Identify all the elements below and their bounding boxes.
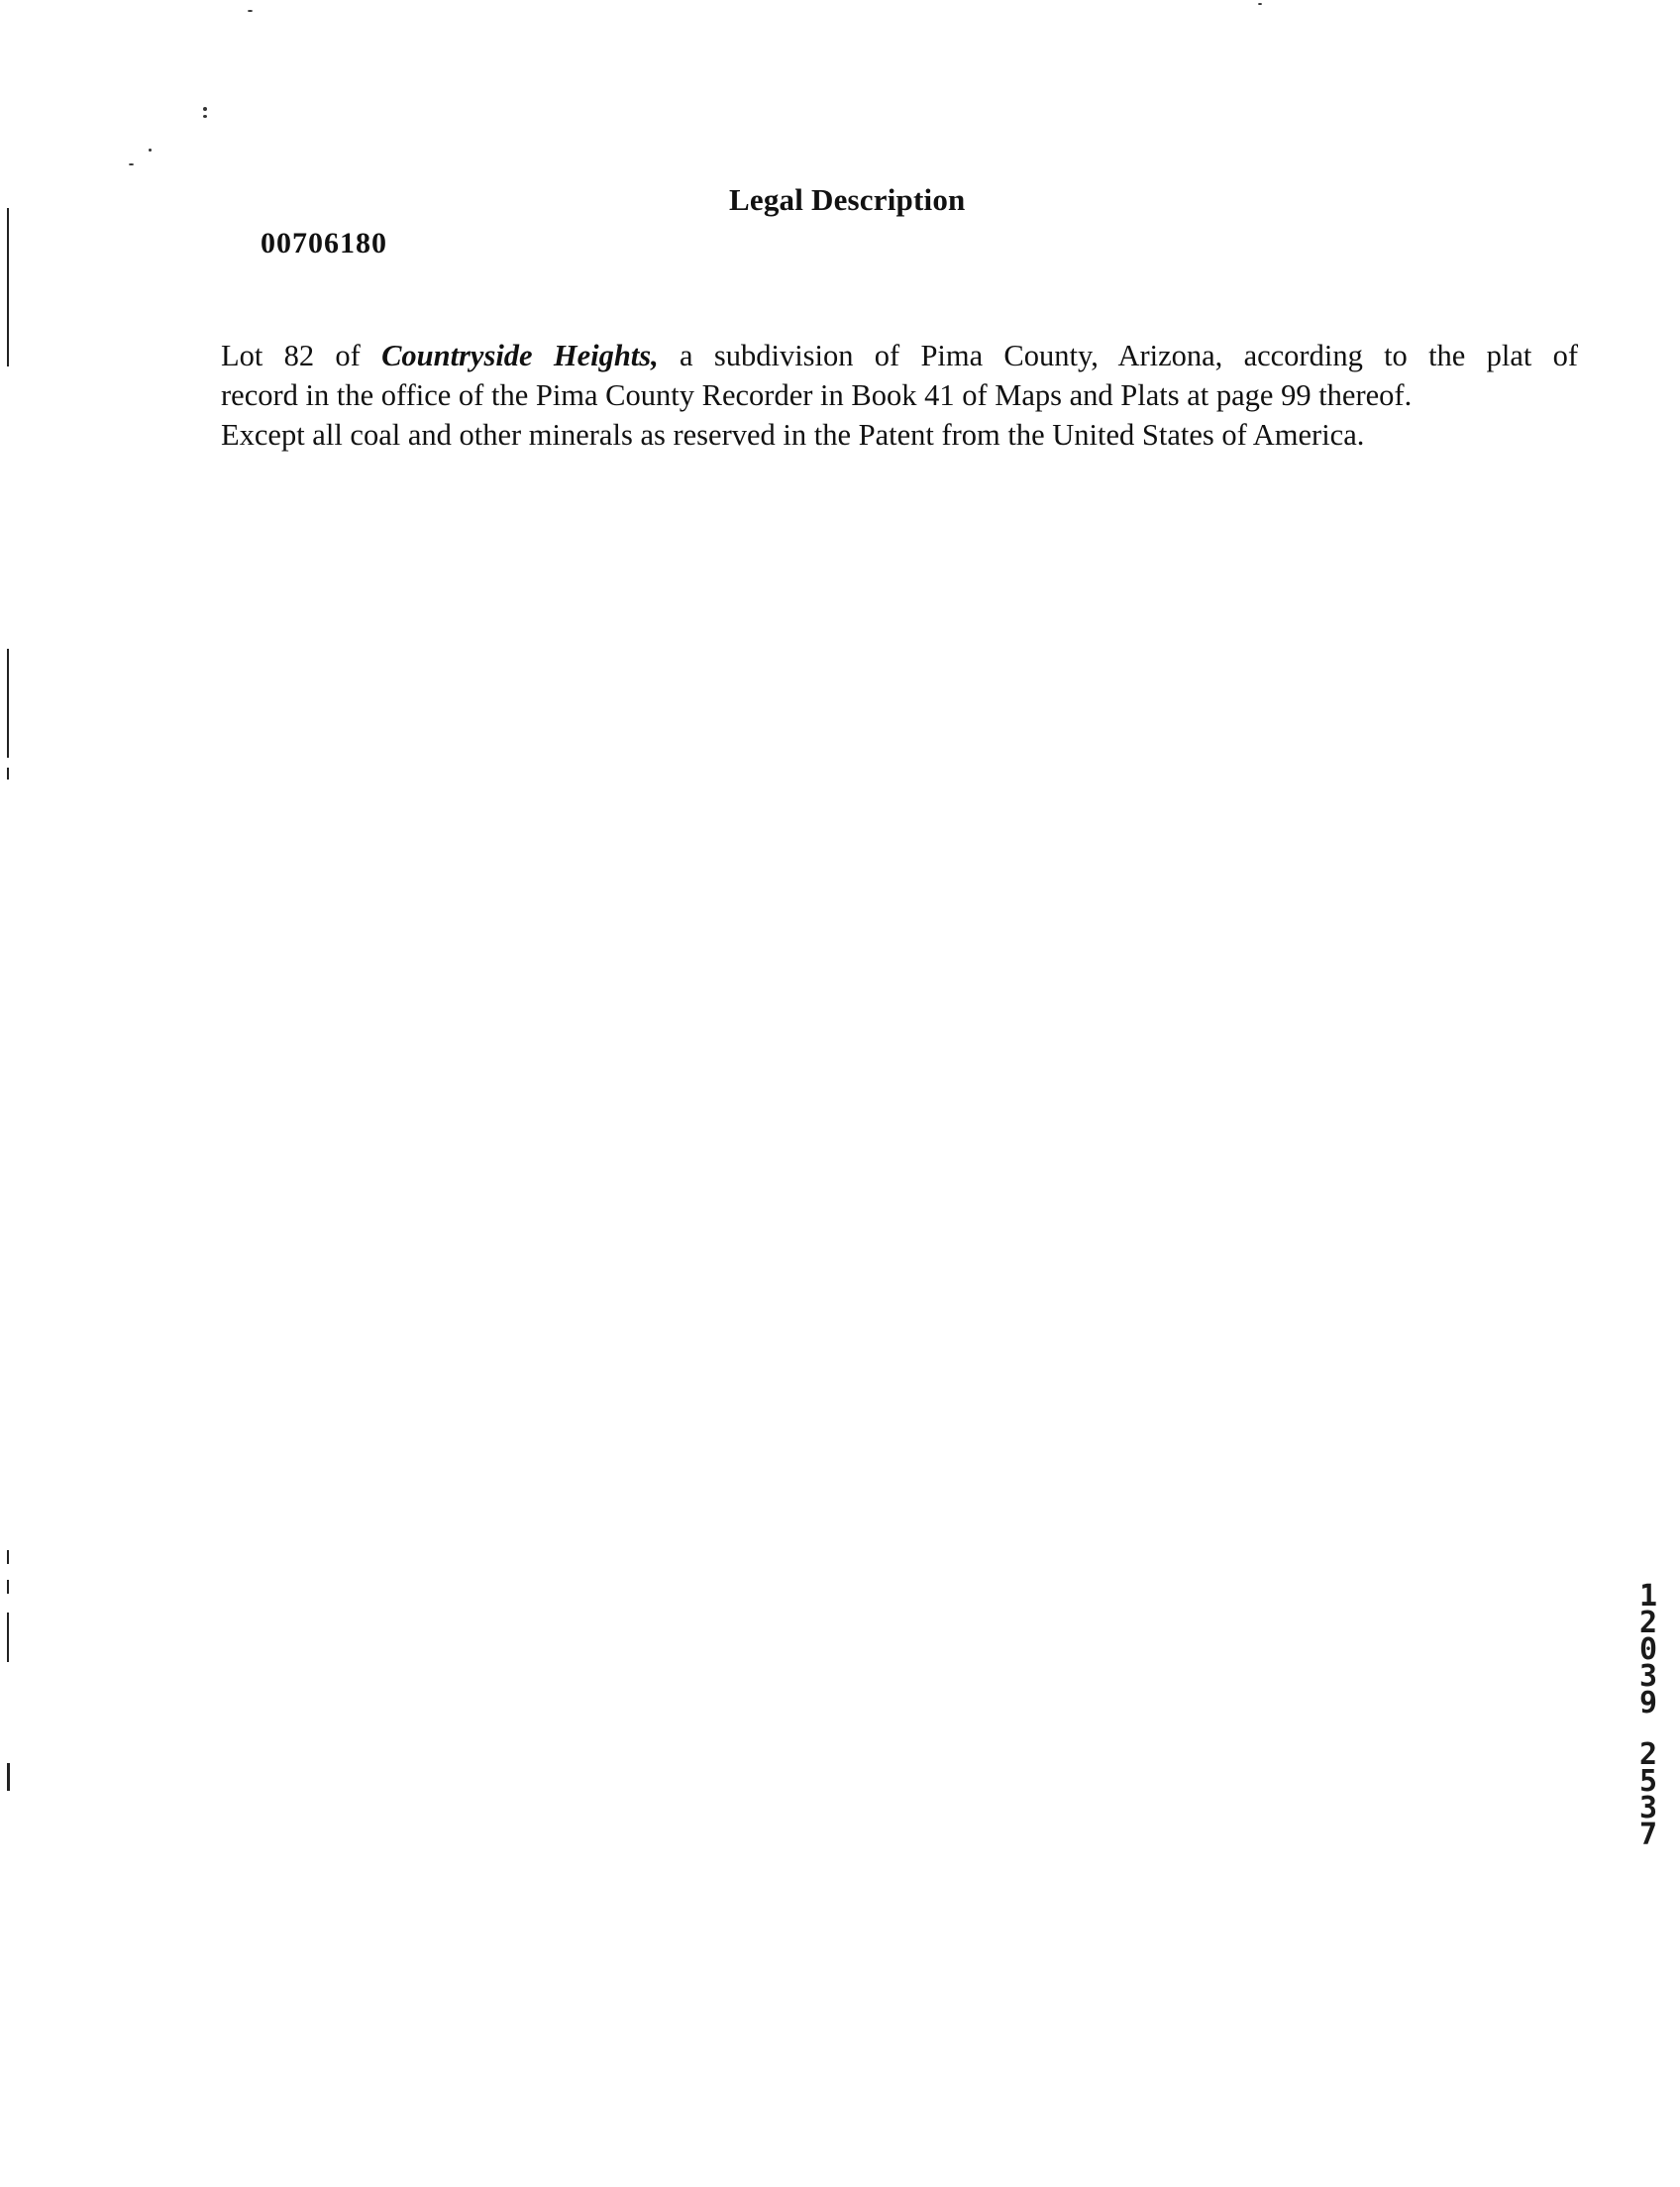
scan-mark: [7, 1580, 9, 1594]
scan-speck: [129, 163, 134, 165]
stamp-digit: 7: [1638, 1818, 1658, 1852]
stamp-digit: 3: [1638, 1659, 1658, 1694]
description-line-3: Except all coal and other minerals as reserved in the Patent from the United States of America.: [221, 418, 1365, 452]
scan-speck: [248, 10, 253, 12]
county-text: a subdivision of Pima County, Arizona, according to the plat of: [658, 339, 1578, 372]
stamp-digit: 3: [1638, 1791, 1658, 1825]
document-title: Legal Description: [729, 182, 966, 217]
scan-speck: [1258, 3, 1262, 5]
stamp-digit: 1: [1638, 1579, 1658, 1614]
stamp-digit: 5: [1638, 1764, 1658, 1799]
subdivision-name: Countryside Heights,: [381, 339, 659, 372]
stamp-digit: 9: [1638, 1686, 1658, 1720]
recording-stamp: [1630, 1579, 1666, 1852]
description-line-1: [221, 336, 1578, 375]
scan-mark: [7, 208, 9, 366]
scan-speck: [203, 115, 207, 118]
description-line-2: record in the office of the Pima County Recorder in Book 41 of Maps and Plats at page 99 thereof.: [221, 378, 1413, 412]
stamp-digit: 0: [1638, 1632, 1658, 1667]
scan-mark: [7, 649, 9, 758]
stamp-digit: 2: [1638, 1606, 1658, 1640]
stamp-digit: 2: [1638, 1737, 1658, 1772]
document-number: 00706180: [261, 227, 387, 260]
scan-mark: [7, 768, 9, 780]
scan-mark: [7, 1763, 10, 1791]
scan-speck: [149, 149, 152, 152]
legal-description-paragraph: [221, 336, 1578, 455]
scan-speck: [203, 107, 207, 111]
scan-mark: [7, 1613, 9, 1662]
lot-text: Lot 82 of: [221, 339, 382, 372]
scan-mark: [7, 1550, 9, 1564]
